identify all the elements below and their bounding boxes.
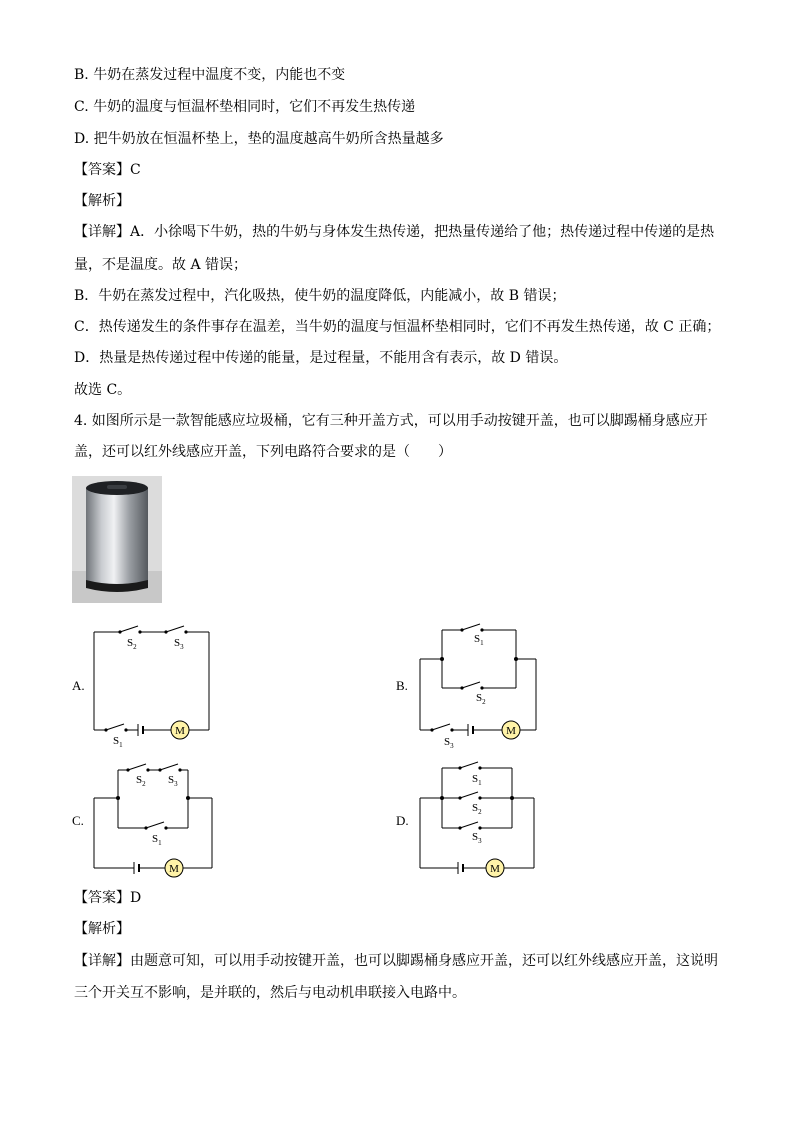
circuit-c (88, 758, 218, 883)
analysis-label-2: 【解析】 (74, 921, 130, 937)
option-a-label: A. (72, 678, 85, 693)
svg-text:S1: $S_1$ (113, 735, 123, 749)
question-4-line-1: 4. 如图所示是一款智能感应垃圾桶，它有三种开盖方式，可以用手动按键开盖，也可以脚踢桶身感应开 (74, 413, 708, 429)
svg-text:S2: $S_2$ (127, 637, 137, 651)
svg-text:M: M (506, 725, 516, 737)
detail-line-4: C．热传递发生的条件事存在温差，当牛奶的温度与恒温杯垫相同时，它们不再发生热传递，故 C 正确； (74, 319, 721, 335)
svg-text:M: M (175, 725, 185, 737)
detail-line-3: B．牛奶在蒸发过程中，汽化吸热，使牛奶的温度降低，内能减小，故 B 错误； (74, 288, 566, 304)
svg-text:S2: $S_2$ (472, 802, 482, 816)
svg-text:S3: $S_3$ (472, 831, 482, 845)
svg-text:S3: $S_3$ (168, 774, 178, 788)
svg-text:S2: $S_2$ (476, 692, 486, 706)
circuit-b (412, 622, 542, 752)
svg-text:S2: $S_2$ (136, 774, 146, 788)
option-b-label: B. (396, 678, 408, 693)
svg-text:S1: $S_1$ (152, 833, 162, 847)
svg-text:S3: $S_3$ (174, 637, 184, 651)
svg-text:M: M (490, 863, 500, 875)
option-d-text: D. 把牛奶放在恒温杯垫上，垫的温度越高牛奶所含热量越多 (74, 131, 444, 147)
detail-line-2: 量，不是温度。故 A 错误； (74, 257, 248, 273)
question-4-line-2: 盖，还可以红外线感应开盖，下列电路符合要求的是（ ） (74, 444, 452, 460)
detail-line-6: 故选 C。 (74, 382, 132, 398)
trash-bin-photo (72, 476, 162, 603)
option-d-label: D. (396, 813, 409, 828)
detail-line-5: D．热量是热传递过程中传递的能量，是过程量，不能用含有表示，故 D 错误。 (74, 350, 568, 366)
detail-2-line-1: 【详解】由题意可知，可以用手动按键开盖，也可以脚踢桶身感应开盖，还可以红外线感应开盖，这说明 (74, 953, 718, 969)
svg-text:S1: $S_1$ (474, 633, 484, 647)
option-c-text: C. 牛奶的温度与恒温杯垫相同时，它们不再发生热传递 (74, 99, 416, 115)
svg-text:M: M (169, 863, 179, 875)
option-c-label: C. (72, 813, 84, 828)
answer-label-2: 【答案】D (74, 890, 142, 906)
option-b-text: B. 牛奶在蒸发过程中温度不变，内能也不变 (74, 67, 346, 83)
detail-line-1: 【详解】A．小徐喝下牛奶，热的牛奶与身体发生热传递，把热量传递给了他；热传递过程中传递的是热 (74, 224, 715, 240)
svg-text:S1: $S_1$ (472, 773, 482, 787)
circuit-a (88, 620, 218, 750)
answer-label: 【答案】C (74, 162, 141, 178)
svg-text:S3: $S_3$ (444, 736, 454, 750)
analysis-label: 【解析】 (74, 193, 130, 209)
detail-2-line-2: 三个开关互不影响，是并联的，然后与电动机串联接入电路中。 (74, 985, 466, 1001)
circuit-d (412, 760, 542, 885)
